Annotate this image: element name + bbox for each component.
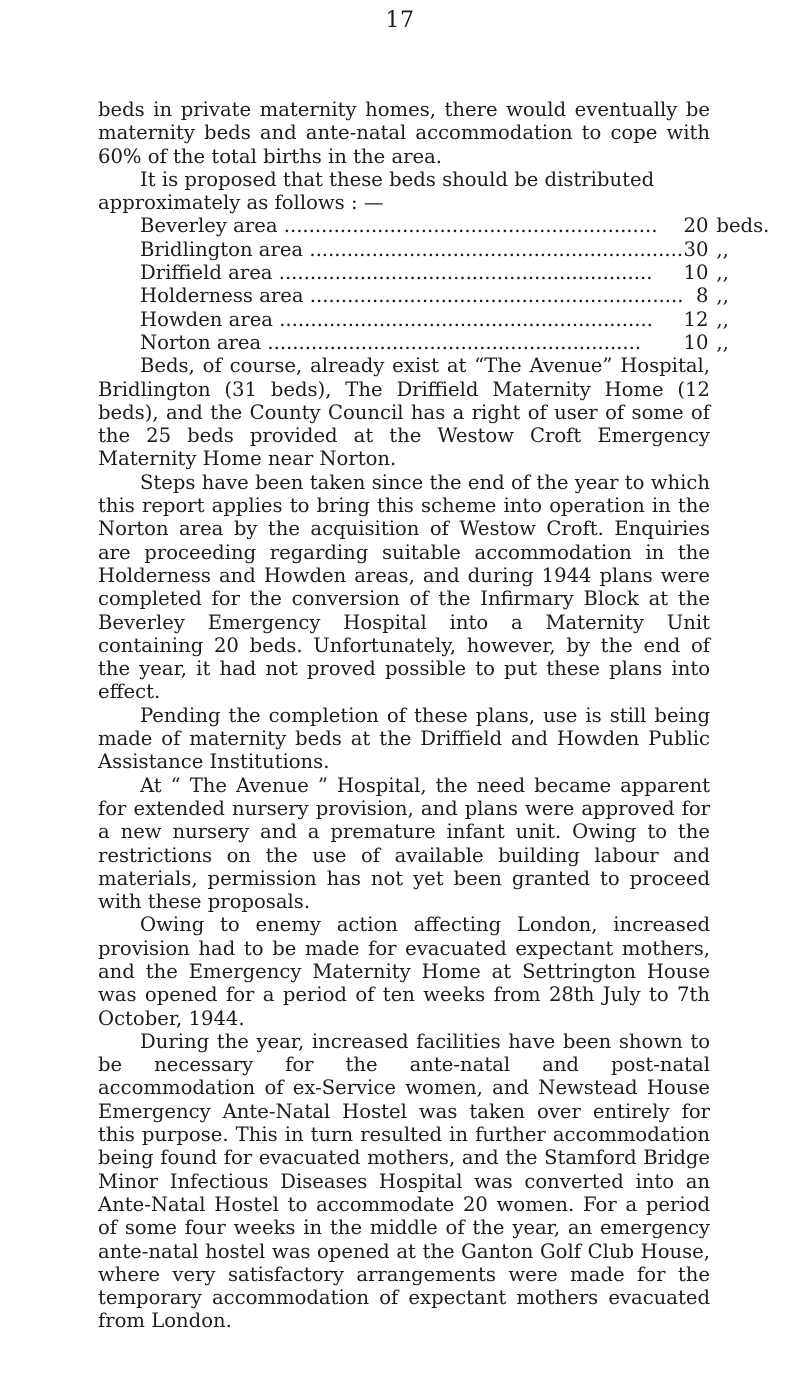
paragraph-steps-taken: Steps have been taken since the end of the year to which this report applies to bring this scheme into operation in the Norton area by the acquisition of Westow Croft. Enquiries are proceeding regarding suitable accommodation in the Holderness and Howden areas, and during 1944 plans were completed for the conversion of the Infirmary Block at the Beverley Emergency Hospital into a Maternity Unit containing 20 beds. Unfortunately, however, by the end of the year, it had not proved possible to put these plans into effect. (98, 470, 710, 704)
bed-count: 10 (683, 261, 709, 285)
bed-unit: ,, (716, 330, 729, 354)
table-row (140, 214, 769, 237)
bed-unit: beds. (716, 214, 770, 238)
bed-unit: ,, (716, 284, 729, 308)
area-name: Beverley area ..... (140, 214, 683, 237)
table-row (140, 331, 769, 354)
page-body (98, 98, 770, 1333)
paragraph-during-year: During the year, increased facilities have been shown to be necessary for the ante-natal and post-natal accommodation of ex-Service women, and Newstead House Emergency Ante-Natal Hostel was taken over entirely for this purpose. This in turn resulted in further accommodation being found for evacuated mothers, and the Stamford Bridge Minor Infectious Diseases Hospital was converted into an Ante-Natal Hostel to accommodate 20 women. For a period of some four weeks in the middle of the year, an emergency ante-natal hostel was opened at the Ganton Golf Club House, where very satisfactory arrangements were made for the temporary accommodation of expectant mothers evacuated from London. (98, 1029, 710, 1333)
bed-count: 8 (695, 284, 709, 308)
table-row (140, 284, 769, 307)
table-row (140, 238, 769, 261)
bed-count: 12 (683, 307, 709, 331)
area-name: Holderness area ..... (140, 284, 683, 307)
paragraph-avenue-hospital: At “ The Avenue ” Hospital, the need became apparent for extended nursery provision, and plans were approved for a new nursery and a premature infant unit. Owing to the restrictions on the use of available building labour and materials, permission has not yet been granted to proceed with these proposals. (98, 773, 710, 914)
paragraph-pending: Pending the completion of these plans, use is still being made of maternity beds at the Driffield and Howden Public Assistance Institutions. (98, 703, 710, 774)
page-number: 17 (385, 8, 415, 33)
bed-count: 10 (683, 330, 709, 354)
table-row (140, 261, 769, 284)
paragraph-existing-beds: Beds, of course, already exist at “The Avenue” Hospital, Bridlington (31 beds), The Driffield Maternity Home (12 beds), and the County Council has a right of user of some of the 25 beds provided at the Westow Croft Emergency Maternity Home near Norton. (98, 354, 710, 471)
proposal-lead: It is proposed that these beds should be distributed approximately as follows : — (98, 167, 655, 215)
paragraph-enemy-action: Owing to enemy action affecting London, increased provision had to be made for evacuated expectant mothers, and the Emergency Maternity Home at Settrington House was opened for a period of ten weeks from 28th July to 7th October, 1944. (98, 913, 710, 1030)
bed-count: 20 (683, 214, 709, 238)
intro-paragraph: beds in private maternity homes, there would eventually be maternity beds and ante-natal accommodation to cope with 60% of the total births in the area. (98, 98, 710, 168)
area-name: Bridlington area ..... (140, 238, 683, 261)
bed-unit: ,, (716, 261, 729, 285)
bed-count: 30 (683, 237, 709, 261)
area-name: Norton area ..... (140, 331, 683, 354)
table-row (140, 308, 769, 331)
area-name: Driffield area ..... (140, 261, 683, 284)
bed-unit: ,, (716, 237, 729, 261)
bed-unit: ,, (716, 307, 729, 331)
bed-distribution-table (140, 214, 769, 354)
area-name: Howden area ..... (140, 308, 683, 331)
